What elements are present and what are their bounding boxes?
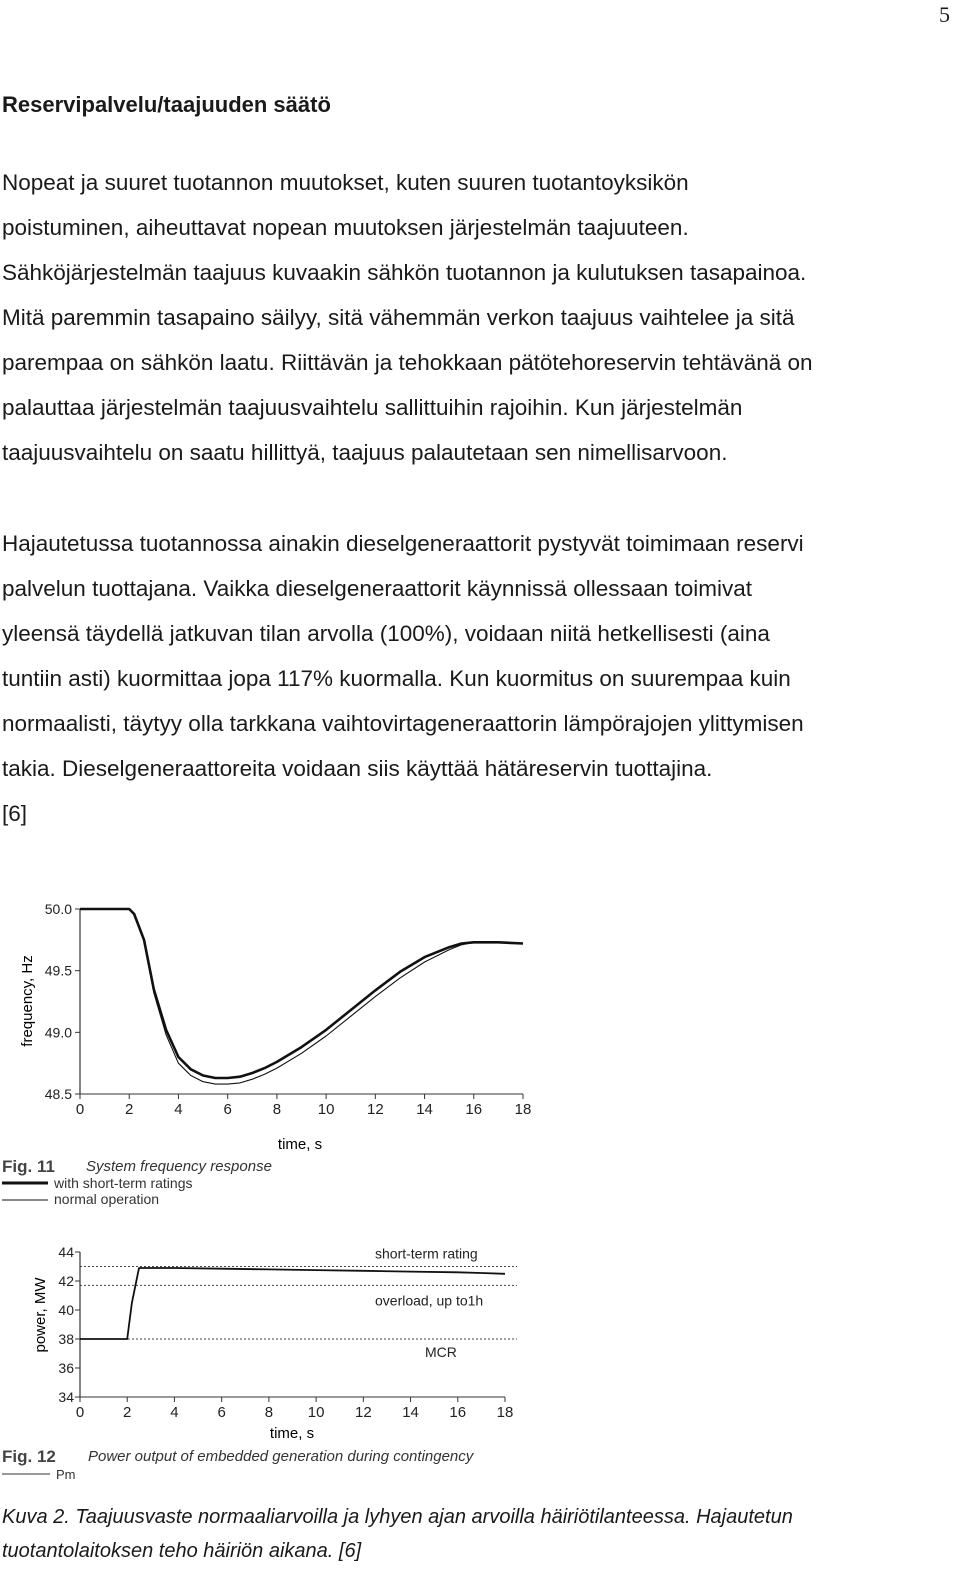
x-tick-label: 18 <box>514 1101 532 1118</box>
x-axis-label: time, s <box>277 1136 323 1153</box>
paragraph-line: parempaa on sähkön laatu. Riittävän ja tehokkaan pätötehoreservin tehtävänä on <box>2 350 813 375</box>
paragraph-line: Mitä paremmin tasapaino säilyy, sitä vähemmän verkon taajuus vaihtelee ja sitä <box>2 305 795 330</box>
figure-frequency-response <box>0 880 560 1225</box>
reference-line-label: overload, up to1h <box>375 1292 484 1309</box>
paragraph-line: Hajautetussa tuotannossa ainakin dieselgeneraattorit pystyvät toimimaan reservi <box>2 531 804 556</box>
y-tick-label: 36 <box>58 1360 74 1376</box>
y-tick-label: 50.0 <box>44 901 72 917</box>
y-tick-label: 34 <box>58 1389 74 1405</box>
section-heading: Reservipalvelu/taajuuden säätö <box>2 92 331 117</box>
x-tick-label: 10 <box>307 1404 325 1421</box>
series-line <box>80 909 523 1084</box>
chart-title: Power output of embedded generation during contingency <box>88 1448 474 1465</box>
figure-label: Fig. 12 <box>2 1447 56 1466</box>
paragraph-line: palauttaa järjestelmän taajuusvaihtelu sallittuihin rajoihin. Kun järjestelmän <box>2 395 743 420</box>
paragraph-line: poistuminen, aiheuttavat nopean muutoksen järjestelmän taajuuteen. <box>2 215 689 240</box>
reference-marker: [6] <box>2 801 28 826</box>
x-tick-label: 6 <box>223 1101 232 1118</box>
y-axis-label: power, MW <box>32 1277 49 1353</box>
chart-title: System frequency response <box>86 1158 272 1175</box>
x-tick-label: 14 <box>402 1404 419 1421</box>
paragraph-line: normaalisti, täytyy olla tarkkana vaihtovirtageneraattorin lämpörajojen ylittymisen <box>2 711 804 736</box>
x-tick-label: 4 <box>174 1101 183 1118</box>
paragraph-line: yleensä täydellä jatkuvan tilan arvolla (100%), voidaan niitä hetkellisesti (aina <box>2 621 770 646</box>
reference-line-label: short-term rating <box>375 1245 478 1262</box>
x-tick-label: 2 <box>125 1101 134 1118</box>
caption-line: Kuva 2. Taajuusvaste normaaliarvoilla ja lyhyen ajan arvoilla häiriötilanteessa. Hajautetun <box>2 1506 793 1528</box>
y-tick-label: 38 <box>58 1331 74 1347</box>
paragraph-line: takia. Dieselgeneraattoreita voidaan siis käyttää hätäreservin tuottajina. <box>2 756 713 781</box>
x-tick-label: 12 <box>354 1404 372 1421</box>
y-tick-label: 42 <box>58 1273 74 1289</box>
power-chart <box>0 1230 560 1490</box>
paragraph-line: Sähköjärjestelmän taajuus kuvaakin sähkön tuotannon ja kulutuksen tasapainoa. <box>2 260 807 285</box>
paragraph-line: tuntiin asti) kuormittaa jopa 117% kuormalla. Kun kuormitus on suurempaa kuin <box>2 666 791 691</box>
y-tick-label: 40 <box>58 1302 74 1318</box>
x-tick-label: 16 <box>449 1404 467 1421</box>
reference-line-label: MCR <box>425 1344 457 1360</box>
x-tick-label: 2 <box>123 1404 132 1421</box>
x-tick-label: 8 <box>272 1101 282 1118</box>
legend-label: normal operation <box>54 1191 160 1207</box>
paragraph-line: taajuusvaihtelu on saatu hillittyä, taajuus palautetaan sen nimellisarvoon. <box>2 440 728 465</box>
x-tick-label: 0 <box>75 1404 85 1421</box>
paragraph-line: palvelun tuottajana. Vaikka dieselgeneraattorit käynnissä ollessaan toimivat <box>2 576 753 601</box>
x-tick-label: 0 <box>75 1101 85 1118</box>
figure-power-output <box>0 1230 560 1495</box>
figure-label: Fig. 11 <box>2 1157 55 1176</box>
page-number: 5 <box>939 2 950 27</box>
caption-line: tuotantolaitoksen teho häiriön aikana. [6] <box>2 1540 362 1562</box>
y-tick-label: 48.5 <box>44 1086 72 1102</box>
paragraph-diesel-reserve <box>2 521 952 836</box>
x-tick-label: 18 <box>496 1404 514 1421</box>
paragraph-line: Nopeat ja suuret tuotannon muutokset, kuten suuren tuotantoyksikön <box>2 170 689 195</box>
x-tick-label: 16 <box>465 1101 483 1118</box>
x-tick-label: 8 <box>264 1404 274 1421</box>
x-tick-label: 4 <box>170 1404 179 1421</box>
y-tick-label: 44 <box>58 1244 74 1260</box>
x-tick-label: 14 <box>416 1101 433 1118</box>
y-tick-label: 49.0 <box>44 1024 72 1041</box>
x-axis-label: time, s <box>269 1425 315 1442</box>
x-tick-label: 12 <box>366 1101 384 1118</box>
frequency-chart <box>0 880 560 1220</box>
legend-label: with short-term ratings <box>54 1175 193 1191</box>
y-tick-label: 49.5 <box>44 962 72 979</box>
legend-label: Pm <box>56 1467 76 1482</box>
figure-caption <box>2 1500 793 1568</box>
y-axis-label: frequency, Hz <box>19 955 36 1047</box>
paragraph-frequency-control <box>2 160 952 475</box>
x-tick-label: 10 <box>317 1101 335 1118</box>
x-tick-label: 6 <box>217 1404 226 1421</box>
